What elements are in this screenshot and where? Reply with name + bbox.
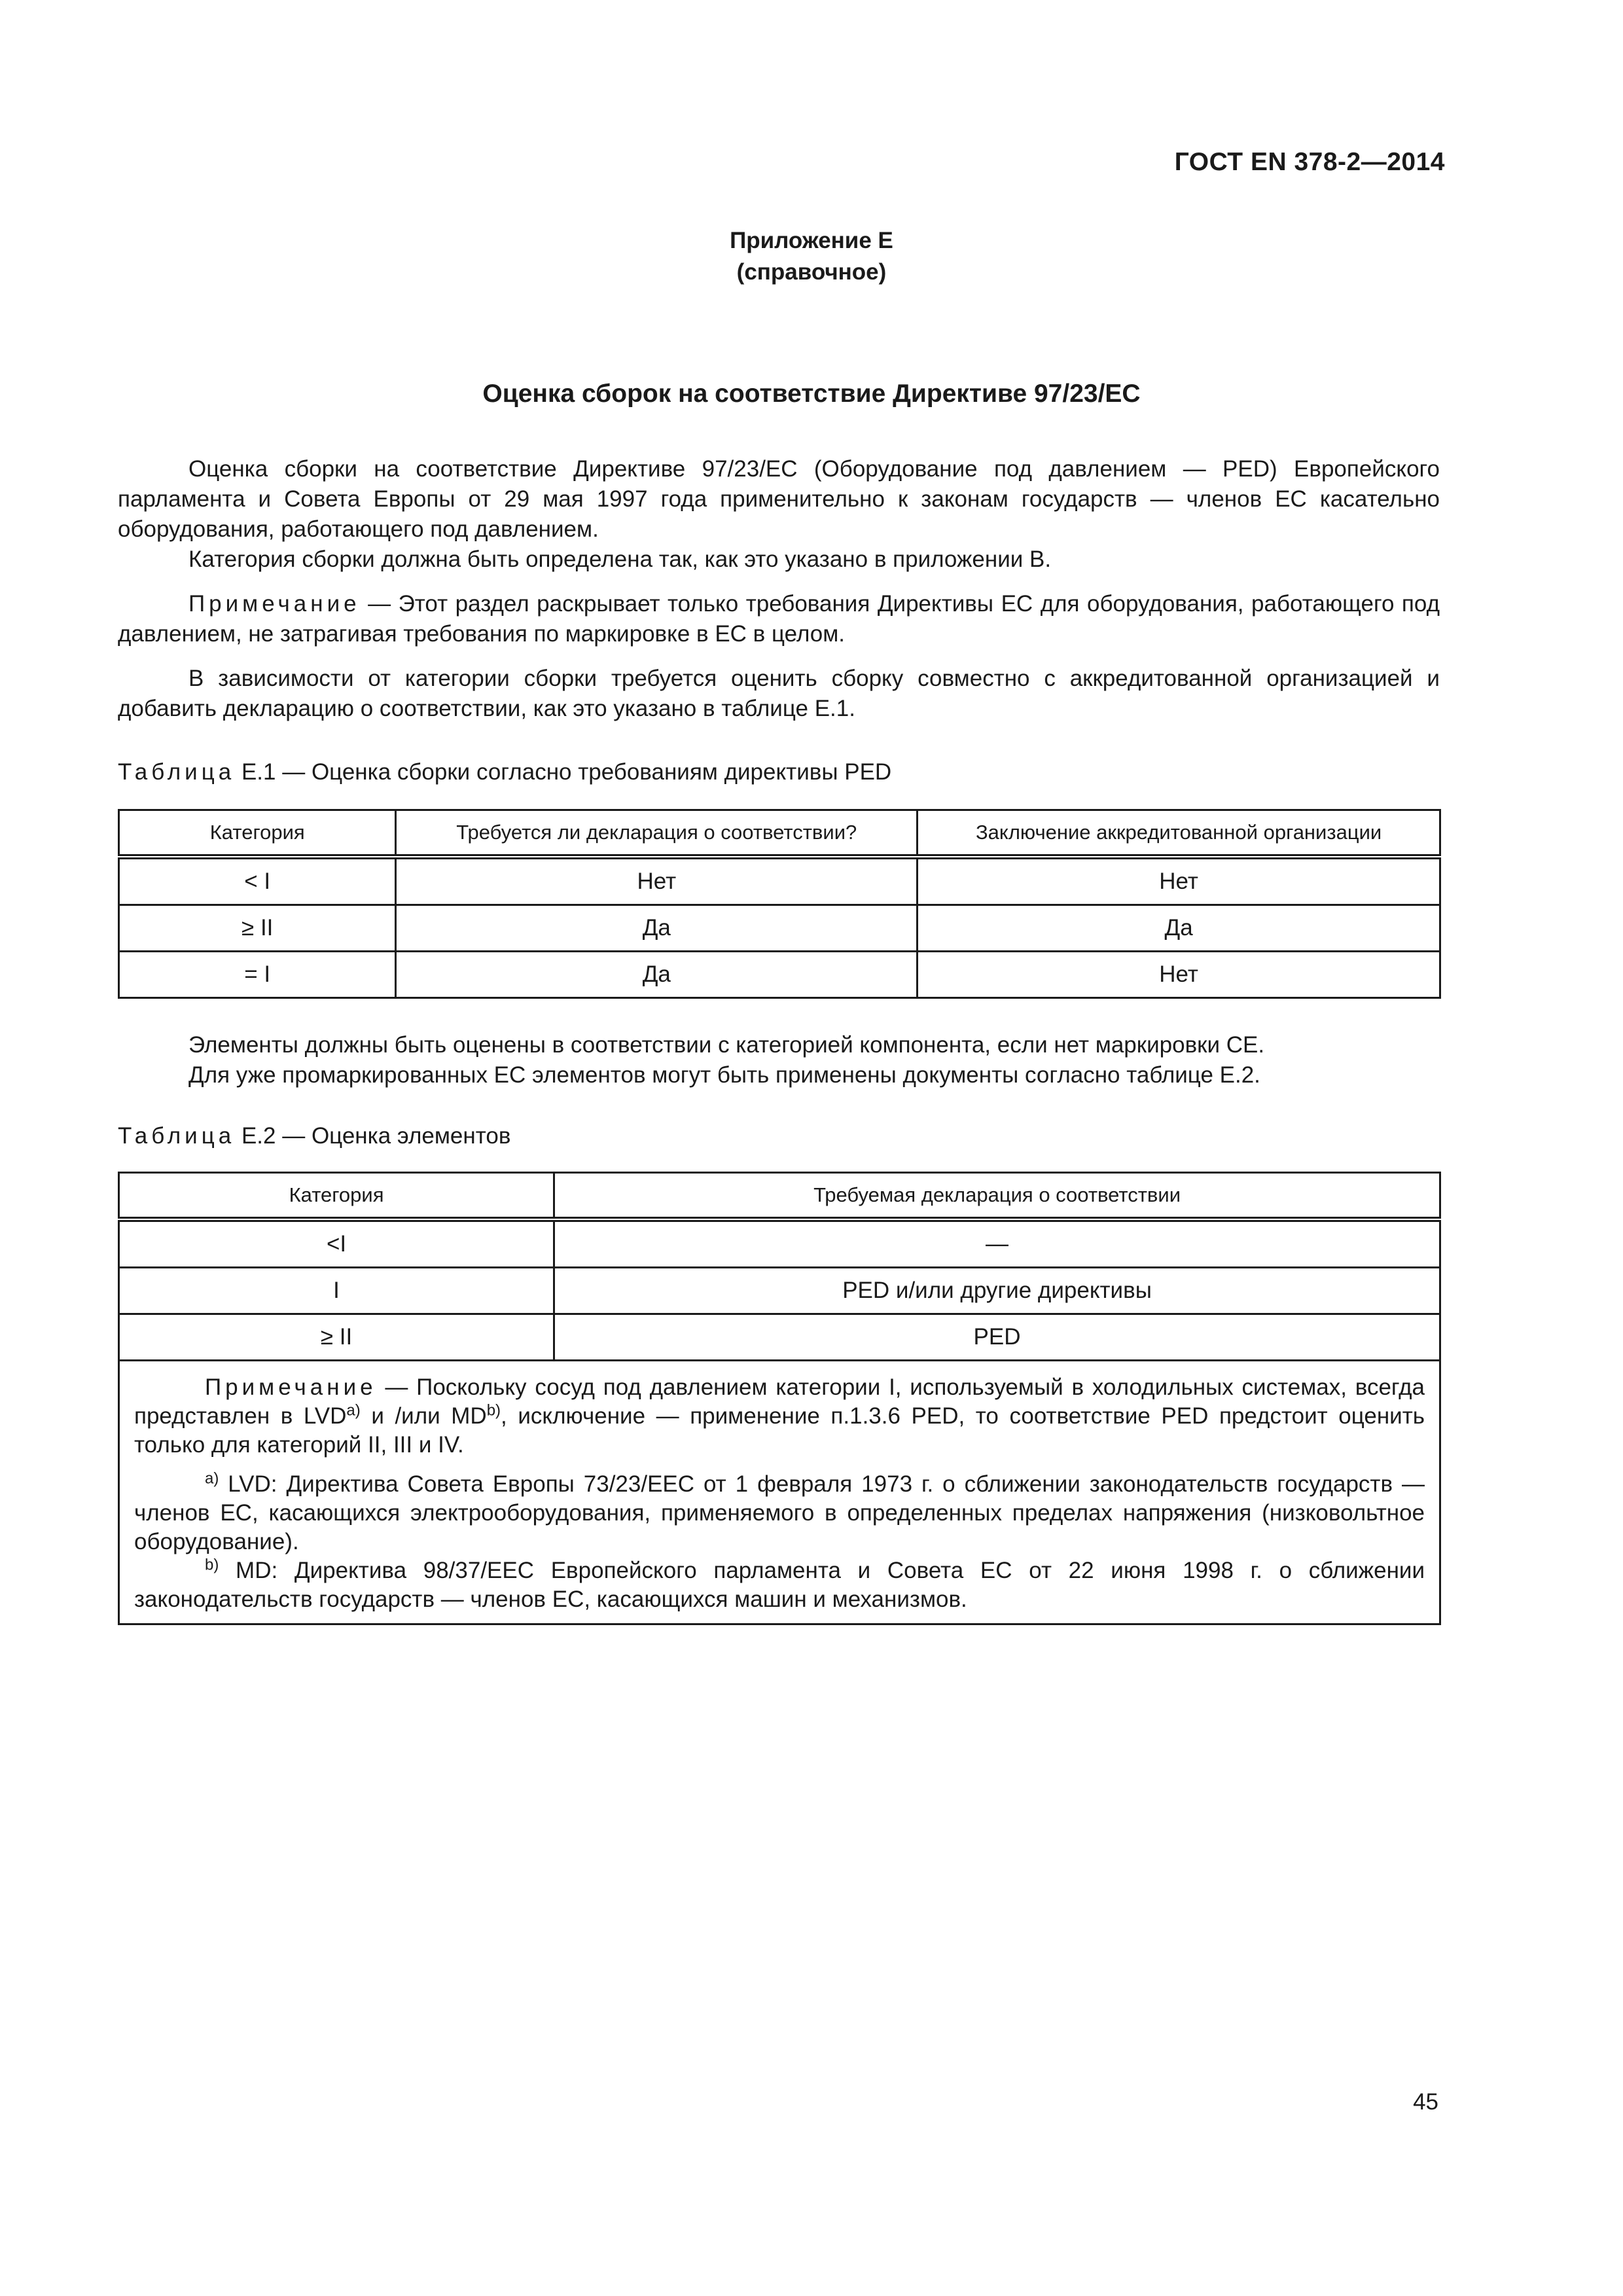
body-text — [118, 454, 1440, 724]
footnote-ref-b: b) — [486, 1401, 501, 1420]
table-row — [119, 1314, 1440, 1361]
table-cell: <I — [119, 1219, 554, 1268]
table-header-row — [119, 810, 1440, 857]
note-text: — Этот раздел раскрывает только требования Директивы ЕС для оборудования, работающего под давлением, не затрагивая требования по маркировке в ЕС в целом. — [118, 591, 1440, 647]
paragraph: В зависимости от категории сборки требуется оценить сборку совместно с аккредитованной организацией и добавить декларацию о соответствии, как это указано в таблице E.1. — [118, 666, 1440, 721]
footnote-ref-a: a) — [346, 1401, 361, 1420]
footnote-text: MD: Директива 98/37/EEC Европейского парламента и Совета ЕС от 22 июня 1998 г. о сближении законодательств государств — членов ЕС, касающихся машин и механизмов. — [134, 1558, 1425, 1612]
table-cell: — — [554, 1219, 1440, 1268]
table2-caption-text: E.2 — Оценка элементов — [235, 1123, 511, 1149]
table-note-label: Примечание — [205, 1374, 377, 1400]
table1-caption — [118, 759, 891, 785]
table-cell: Да — [396, 905, 918, 952]
table-header-row — [119, 1173, 1440, 1220]
standard-code: ГОСТ EN 378-2—2014 — [1174, 148, 1445, 176]
table-note-row — [119, 1361, 1440, 1624]
note-paragraph — [118, 589, 1440, 649]
footnote-mark: b) — [205, 1556, 219, 1574]
table2-caption — [118, 1123, 510, 1149]
body-text-2 — [118, 1030, 1440, 1090]
table-note-cell — [119, 1361, 1440, 1624]
table-cell: Да — [918, 905, 1440, 952]
annex-heading — [0, 225, 1623, 288]
paragraph: Элементы должны быть оценены в соответствии с категорией компонента, если нет маркировки CE. — [188, 1032, 1265, 1058]
table-row — [119, 857, 1440, 905]
column-header: Требуемая декларация о соответствии — [554, 1173, 1440, 1220]
table-cell: Нет — [918, 857, 1440, 905]
table1-caption-label: Таблица — [118, 759, 236, 785]
table-note-text: и /или MD — [360, 1403, 487, 1429]
footnote-mark: a) — [205, 1469, 219, 1488]
table-cell: PED и/или другие директивы — [554, 1268, 1440, 1314]
table-cell: I — [119, 1268, 554, 1314]
footnote-a — [134, 1470, 1425, 1556]
table-cell: < I — [119, 857, 396, 905]
table-cell: ≥ II — [119, 905, 396, 952]
table-note-text: — Поскольку сосуд под давлением категории I, используемый в холодильных системах, всегда представлен в LVD — [134, 1374, 1425, 1429]
table2-caption-label: Таблица — [118, 1123, 236, 1149]
table1-caption-text: E.1 — Оценка сборки согласно требованиям директивы PED — [235, 759, 892, 785]
paragraph: Для уже промаркированных ЕС элементов могут быть применены документы согласно таблице E.2. — [188, 1062, 1260, 1088]
table-cell: Да — [396, 952, 918, 998]
paragraph: Категория сборки должна быть определена так, как это указано в приложении B. — [188, 547, 1052, 572]
column-header: Категория — [119, 810, 396, 857]
table-cell: PED — [554, 1314, 1440, 1361]
footnote-b — [134, 1556, 1425, 1614]
section-title: Оценка сборок на соответствие Директиве 97/23/EC — [482, 380, 1141, 408]
column-header: Категория — [119, 1173, 554, 1220]
table-row — [119, 905, 1440, 952]
column-header: Заключение аккредитованной организации — [918, 810, 1440, 857]
table-row — [119, 1268, 1440, 1314]
table-cell: Нет — [918, 952, 1440, 998]
table-row — [119, 952, 1440, 998]
table-cell: Нет — [396, 857, 918, 905]
annex-title: Приложение E — [730, 228, 893, 253]
table-e1 — [118, 809, 1441, 999]
annex-type: (справочное) — [736, 259, 887, 285]
footnote-text: LVD: Директива Совета Европы 73/23/EEC от 1 февраля 1973 г. о сближении законодательств государств — членов ЕС, касающихся электрооборудования, применяемого в определенных пределах напряжения (низковольтное оборудование). — [134, 1471, 1425, 1554]
paragraph: Оценка сборки на соответствие Директиве 97/23/EC (Оборудование под давлением — PED) Европейского парламента и Совета Европы от 29 мая 1997 года применительно к законам государств — членов ЕС касательно оборудования, работающего под давлением. — [118, 456, 1440, 542]
table-cell: = I — [119, 952, 396, 998]
page-number: 45 — [1413, 2089, 1438, 2115]
table-e2 — [118, 1172, 1441, 1625]
table-note-text: , исключение — применение п.1.3.6 PED, то соответствие PED предстоит оценить только для категорий II, III и IV. — [134, 1403, 1425, 1458]
table-row — [119, 1219, 1440, 1268]
column-header: Требуется ли декларация о соответствии? — [396, 810, 918, 857]
table-cell: ≥ II — [119, 1314, 554, 1361]
note-label: Примечание — [188, 591, 361, 617]
table-note — [134, 1373, 1425, 1460]
